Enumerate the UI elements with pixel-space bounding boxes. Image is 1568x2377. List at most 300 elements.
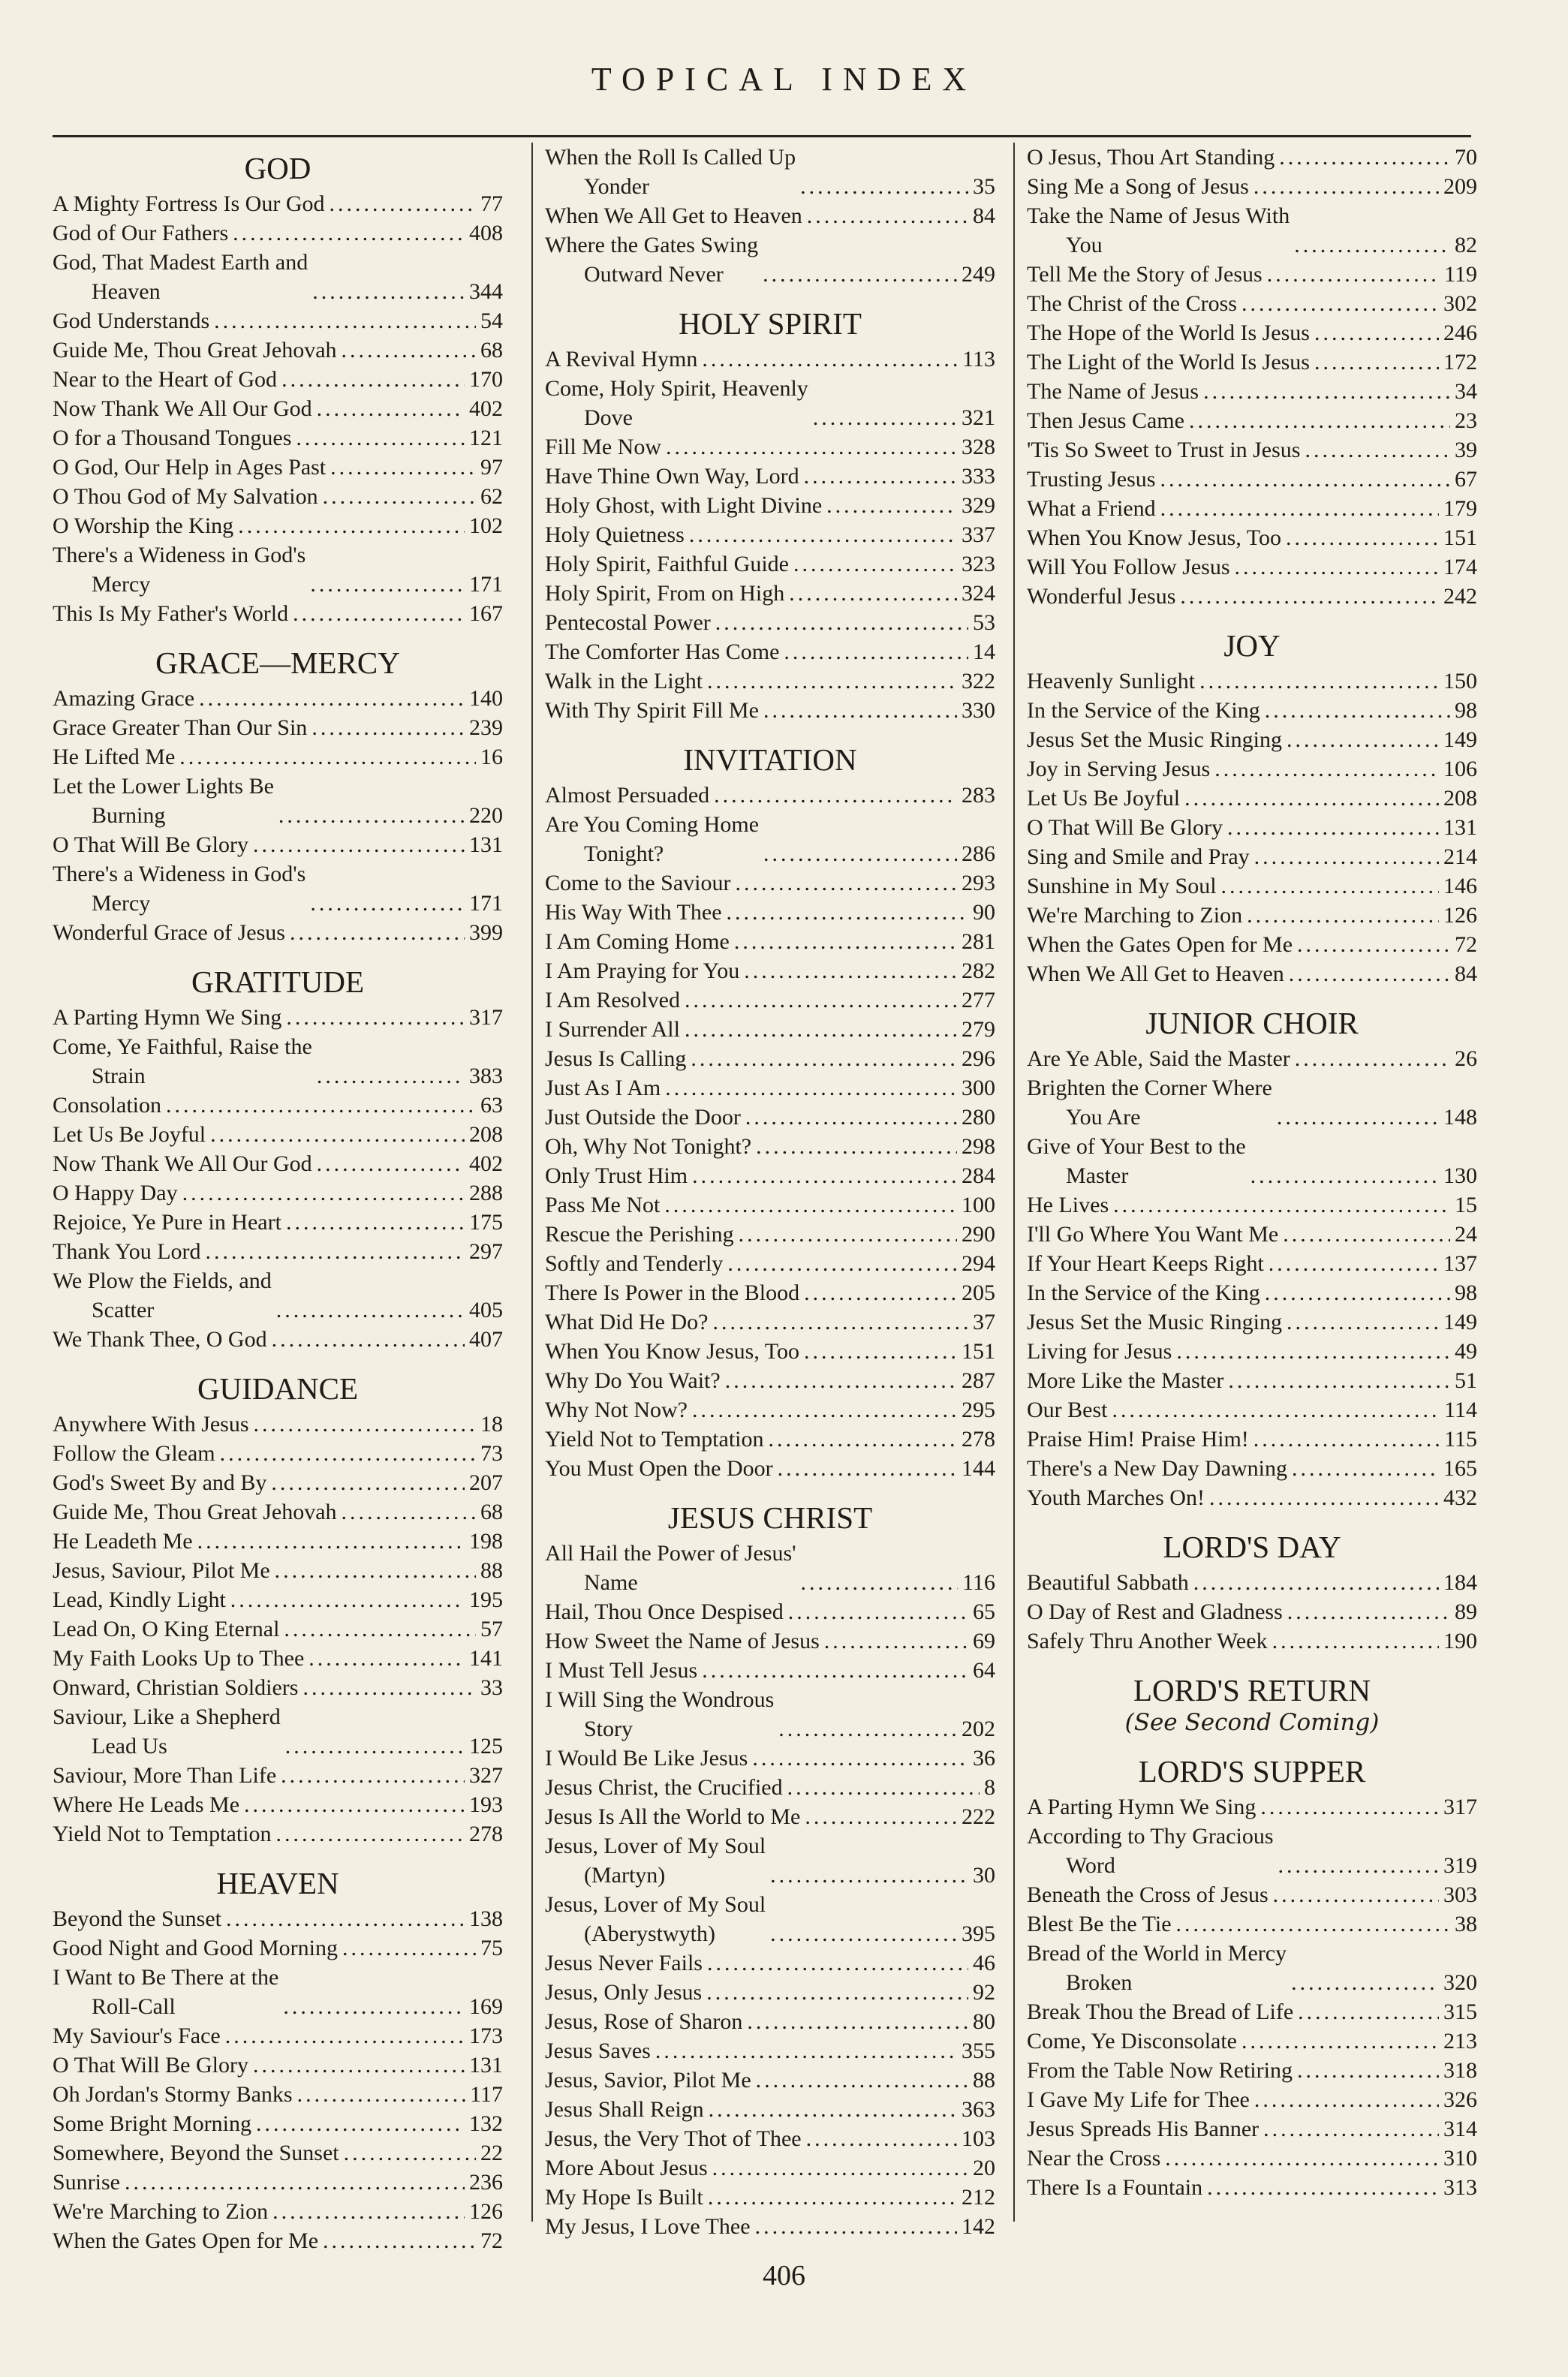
entry-title: Jesus Spreads His Banner: [1027, 2117, 1260, 2141]
entry-page-number: 212: [962, 2185, 995, 2210]
entry-title: Brighten the Corner Where: [1027, 1076, 1272, 1100]
entry-title: I Am Coming Home: [545, 929, 730, 954]
entry-title-block: [1027, 494, 1156, 523]
entry-title-block: [1027, 1132, 1246, 1190]
entry-page-number: 54: [480, 308, 503, 333]
entry-page-number: 15: [1455, 1193, 1477, 1217]
dot-leader: [1260, 1792, 1439, 1822]
entry-title-block: [545, 491, 822, 520]
entry-title: Praise Him! Praise Him!: [1027, 1427, 1249, 1452]
entry-page-number: 405: [469, 1298, 503, 1322]
dot-leader: [715, 608, 968, 637]
entry-title-block: [1027, 901, 1242, 930]
entry-page-number: 170: [469, 367, 503, 392]
index-entry: [53, 1963, 503, 2021]
entry-title-block: [1027, 842, 1250, 871]
index-entry: [53, 1644, 503, 1673]
section-heading: INVITATION: [683, 742, 857, 777]
index-entry: [545, 1425, 995, 1454]
entry-title-block: [1027, 1909, 1172, 1939]
entry-title: Some Bright Morning: [53, 2111, 252, 2136]
dot-leader: [206, 1237, 465, 1266]
dot-leader: [1214, 754, 1439, 784]
entry-title: Holy Quietness: [545, 522, 685, 547]
dot-leader: [308, 1644, 465, 1673]
entry-title: Youth Marches On!: [1027, 1485, 1205, 1510]
entry-title-block: [1027, 143, 1275, 172]
entry-page-number: 39: [1455, 438, 1477, 462]
index-entry: [1027, 1073, 1477, 1132]
entry-title-block: [53, 1527, 193, 1556]
index-entry: [545, 345, 995, 374]
entry-title-block: [53, 1439, 215, 1468]
entry-title-block: [1027, 1939, 1287, 1997]
entry-page-number: 344: [469, 279, 503, 304]
index-entry: [545, 1454, 995, 1483]
entry-page-number: 14: [973, 639, 995, 664]
entry-title: I Would Be Like Jesus: [545, 1746, 748, 1771]
entry-title-block: [1027, 813, 1223, 842]
entry-title-block: [1027, 260, 1263, 289]
entry-page-number: 314: [1443, 2117, 1477, 2141]
entry-page-number: 26: [1455, 1046, 1477, 1071]
index-entry: [545, 637, 995, 666]
entry-title: Jesus, Saviour, Pilot Me: [53, 1558, 270, 1583]
index-entry: [545, 810, 995, 868]
entry-page-number: 363: [962, 2097, 995, 2122]
entry-page-number: 63: [480, 1093, 503, 1118]
entry-title: O That Will Be Glory: [53, 2053, 248, 2078]
entry-page-number: 319: [1443, 1853, 1477, 1878]
entry-page-number: 113: [962, 347, 995, 372]
entry-title: Joy in Serving Jesus: [1027, 757, 1211, 781]
entry-title-block: [545, 985, 680, 1015]
entry-title-block: [545, 1337, 799, 1366]
index-entry: [1027, 1190, 1477, 1220]
dot-leader: [317, 1149, 465, 1178]
entry-page-number: 53: [973, 610, 995, 635]
entry-page-number: 100: [962, 1193, 995, 1217]
entry-title-continuation: Heaven: [92, 279, 161, 304]
entry-page-number: 293: [962, 871, 995, 895]
dot-leader: [293, 599, 465, 628]
entry-title-block: [53, 1208, 281, 1237]
entry-title: Let the Lower Lights Be: [53, 774, 274, 799]
dot-leader: [691, 1044, 957, 1073]
index-entry: [545, 956, 995, 985]
index-section: [1027, 624, 1477, 988]
index-column-3: [1013, 143, 1477, 2222]
entry-page-number: 295: [962, 1398, 995, 1422]
entry-title: Jesus, Savior, Pilot Me: [545, 2068, 751, 2093]
entry-page-number: 24: [1455, 1222, 1477, 1247]
entry-title: All Hail the Power of Jesus': [545, 1541, 796, 1566]
entry-page-number: 283: [962, 783, 995, 808]
entry-title: Oh, Why Not Tonight?: [545, 1134, 752, 1159]
entry-title-block: [1027, 871, 1217, 901]
dot-leader: [813, 403, 957, 432]
index-entry: [53, 1556, 503, 1585]
dot-leader: [725, 1366, 957, 1395]
index-entry: [53, 1091, 503, 1120]
entry-title-block: [53, 248, 308, 306]
index-entry: [1027, 2026, 1477, 2056]
dot-leader: [1297, 2056, 1439, 2085]
entry-title-block: [53, 1120, 206, 1149]
entry-page-number: 310: [1443, 2146, 1477, 2171]
dot-leader: [1272, 1626, 1439, 1656]
dot-leader: [665, 1073, 957, 1103]
entry-title-block: [545, 2007, 742, 2036]
entry-title-continuation: Mercy: [92, 891, 151, 916]
dot-leader: [824, 1626, 968, 1656]
entry-page-number: 242: [1443, 584, 1477, 609]
entry-title: Let Us Be Joyful: [1027, 786, 1181, 811]
entry-title-block: [53, 713, 307, 742]
entry-title-block: [1027, 2026, 1237, 2056]
index-column-2: [531, 143, 995, 2239]
dot-leader: [807, 201, 968, 230]
entry-title: His Way With Thee: [545, 900, 722, 925]
section-heading: JOY: [1223, 628, 1281, 663]
entry-title-block: [53, 830, 248, 859]
section-heading: GOD: [244, 151, 311, 185]
index-section: [1027, 143, 1477, 611]
entry-title-block: [1027, 2085, 1250, 2114]
index-section: [1027, 1750, 1477, 2202]
dot-leader: [745, 1103, 957, 1132]
index-entry: [53, 189, 503, 218]
index-entry: [1027, 871, 1477, 901]
entry-page-number: 84: [973, 203, 995, 228]
index-entry: [53, 1585, 503, 1614]
entry-title: Now Thank We All Our God: [53, 396, 312, 421]
index-entry: [545, 2066, 995, 2095]
dot-leader: [727, 898, 968, 927]
entry-page-number: 23: [1455, 408, 1477, 433]
dot-leader: [804, 1278, 957, 1307]
entry-title: There's a New Day Dawning: [1027, 1456, 1287, 1481]
entry-title: Beautiful Sabbath: [1027, 1570, 1189, 1595]
entry-title-block: [545, 1015, 680, 1044]
entry-title-block: [53, 1673, 298, 1702]
entry-title-continuation: Roll-Call: [92, 1994, 176, 2019]
index-entry: [545, 868, 995, 898]
entry-title-block: [53, 2138, 339, 2168]
index-entry: [545, 1307, 995, 1337]
dot-leader: [1298, 1997, 1439, 2026]
entry-page-number: 214: [1443, 844, 1477, 869]
entry-title: Near the Cross: [1027, 2146, 1161, 2171]
entry-title: Bread of the World in Mercy: [1027, 1941, 1287, 1966]
entry-title-block: [53, 1819, 272, 1849]
entry-page-number: 179: [1443, 496, 1477, 521]
entry-page-number: 402: [469, 396, 503, 421]
entry-title-block: [545, 345, 697, 374]
dot-leader: [1160, 465, 1450, 494]
dot-leader: [1254, 842, 1439, 871]
dot-leader: [744, 956, 957, 985]
entry-title-continuation: (Aberystwyth): [584, 1921, 715, 1946]
index-entry: [1027, 725, 1477, 754]
entry-page-number: 278: [469, 1822, 503, 1846]
entry-title: Wonderful Grace of Jesus: [53, 920, 285, 945]
entry-title-block: [545, 579, 784, 608]
index-entry: [53, 306, 503, 335]
entry-page-number: 195: [469, 1587, 503, 1612]
entry-title-continuation: Master: [1066, 1163, 1129, 1188]
entry-title: Jesus Christ, the Crucified: [545, 1775, 783, 1800]
entry-title-block: [545, 2066, 751, 2095]
index-entry: [1027, 1568, 1477, 1597]
entry-title-block: [1027, 377, 1199, 406]
index-entry: [545, 1395, 995, 1425]
dot-leader: [763, 696, 957, 725]
dot-leader: [1292, 1454, 1439, 1483]
entry-page-number: 102: [469, 513, 503, 538]
entry-title: Jesus Is Calling: [545, 1046, 687, 1071]
entry-title: When We All Get to Heaven: [545, 203, 802, 228]
entry-page-number: 98: [1455, 1280, 1477, 1305]
entry-page-number: 131: [469, 832, 503, 857]
index-entry: [53, 1933, 503, 1963]
index-entry: [53, 1120, 503, 1149]
entry-page-number: 51: [1455, 1368, 1477, 1393]
entry-title-continuation: Word: [1066, 1853, 1115, 1878]
index-entry: [545, 666, 995, 696]
entry-title: Sunrise: [53, 2170, 120, 2195]
entry-title: Then Jesus Came: [1027, 408, 1184, 433]
index-entry: [545, 491, 995, 520]
entry-title-block: [545, 1395, 688, 1425]
entry-title-block: [1027, 348, 1310, 377]
entry-page-number: 184: [1443, 1570, 1477, 1595]
index-entry: [1027, 754, 1477, 784]
entry-title: There's a Wideness in God's: [53, 862, 306, 886]
entry-page-number: 198: [469, 1529, 503, 1554]
index-entry: [53, 1904, 503, 1933]
entry-page-number: 282: [962, 958, 995, 983]
entry-page-number: 399: [469, 920, 503, 945]
entry-title: Why Do You Wait?: [545, 1368, 721, 1393]
entry-title-block: [53, 394, 312, 423]
entry-title-block: [1027, 2144, 1160, 2173]
dot-leader: [125, 2168, 465, 2197]
entry-title-block: [53, 1410, 249, 1439]
entry-title-block: [53, 189, 325, 218]
dot-leader: [1273, 1880, 1439, 1909]
index-entry: [1027, 1483, 1477, 1512]
entry-page-number: 432: [1443, 1485, 1477, 1510]
dot-leader: [214, 306, 476, 335]
dot-leader: [692, 1395, 957, 1425]
entry-title: If Your Heart Keeps Right: [1027, 1251, 1264, 1276]
entry-page-number: 315: [1443, 1999, 1477, 2024]
entry-title-block: [1027, 2173, 1202, 2202]
dot-leader: [1199, 666, 1439, 696]
index-section: [545, 302, 995, 725]
entry-title: Anywhere With Jesus: [53, 1412, 249, 1437]
entry-page-number: 117: [470, 2082, 503, 2107]
entry-title: With Thy Spirit Fill Me: [545, 698, 759, 723]
dot-leader: [1291, 1968, 1439, 1997]
entry-page-number: 70: [1455, 145, 1477, 170]
dot-leader: [712, 1307, 968, 1337]
dot-leader: [747, 2007, 968, 2036]
index-entry: [545, 462, 995, 491]
entry-title: Sing and Smile and Pray: [1027, 844, 1250, 869]
entry-title-block: [545, 666, 703, 696]
dot-leader: [285, 1732, 465, 1761]
dot-leader: [230, 1585, 465, 1614]
entry-page-number: 174: [1443, 555, 1477, 579]
entry-title-block: [53, 1644, 304, 1673]
entry-title-block: [53, 1933, 338, 1963]
entry-title: Are Ye Able, Said the Master: [1027, 1046, 1290, 1071]
dot-leader: [804, 462, 957, 491]
index-entry: [1027, 784, 1477, 813]
dot-leader: [1254, 2085, 1439, 2114]
entry-title: Pass Me Not: [545, 1193, 661, 1217]
entry-title-block: [545, 1978, 702, 2007]
entry-title: Holy Spirit, From on High: [545, 581, 785, 606]
index-entry: [1027, 2173, 1477, 2202]
entry-page-number: 68: [480, 338, 503, 363]
index-entry: [1027, 1597, 1477, 1626]
entry-title-continuation: Mercy: [92, 572, 151, 597]
index-entry: [1027, 959, 1477, 988]
section-heading: GUIDANCE: [197, 1371, 359, 1406]
dot-leader: [787, 1773, 980, 1802]
entry-page-number: 131: [469, 2053, 503, 2078]
dot-leader: [276, 1295, 465, 1325]
dot-leader: [714, 781, 957, 810]
index-entry: [1027, 1220, 1477, 1249]
entry-title-continuation: Story: [584, 1717, 634, 1741]
entry-title: God of Our Fathers: [53, 221, 229, 245]
entry-title-block: [53, 335, 337, 365]
entry-page-number: 383: [469, 1064, 503, 1088]
entry-page-number: 320: [1443, 1970, 1477, 1995]
entry-title-block: [545, 1597, 784, 1626]
entry-page-number: 67: [1455, 467, 1477, 492]
entry-title: Beneath the Cross of Jesus: [1027, 1882, 1269, 1907]
dot-leader: [1228, 1366, 1450, 1395]
entry-title: O God, Our Help in Ages Past: [53, 455, 327, 480]
index-section: [545, 143, 995, 289]
dot-leader: [734, 927, 957, 956]
entry-title: Guide Me, Thou Great Jehovah: [53, 338, 337, 363]
entry-title-block: [1027, 666, 1195, 696]
entry-title-block: [545, 1539, 796, 1597]
dot-leader: [1203, 377, 1450, 406]
entry-page-number: 208: [1443, 786, 1477, 811]
dot-leader: [1265, 1278, 1450, 1307]
dot-leader: [225, 2021, 465, 2051]
entry-title-block: [53, 599, 288, 628]
entry-title: Jesus Never Fails: [545, 1951, 703, 1975]
dot-leader: [310, 889, 465, 918]
dot-leader: [1253, 172, 1439, 201]
section-heading: JUNIOR CHOIR: [1145, 1006, 1359, 1040]
index-entry: [1027, 494, 1477, 523]
entry-title-block: [545, 462, 799, 491]
dot-leader: [1286, 523, 1439, 552]
entry-page-number: 126: [469, 2199, 503, 2224]
index-entry: [545, 2153, 995, 2183]
dot-leader: [1305, 435, 1450, 465]
dot-leader: [826, 491, 957, 520]
index-entry: [545, 1802, 995, 1831]
index-entry: [545, 1337, 995, 1366]
index-entry: [53, 918, 503, 947]
entry-title-block: [1027, 1073, 1272, 1132]
entry-title-block: [545, 1454, 773, 1483]
index-entry: [545, 1190, 995, 1220]
index-entry: [1027, 289, 1477, 318]
entry-title: More Like the Master: [1027, 1368, 1224, 1393]
dot-leader: [271, 1468, 465, 1497]
entry-title: Almost Persuaded: [545, 783, 710, 808]
entry-title-block: [1027, 172, 1249, 201]
entry-page-number: 281: [962, 929, 995, 954]
index-entry: [545, 927, 995, 956]
index-entry: [53, 218, 503, 248]
entry-title-continuation: Dove: [584, 405, 633, 430]
entry-page-number: 286: [962, 841, 995, 866]
index-entry: [53, 772, 503, 830]
dot-leader: [199, 684, 465, 713]
entry-page-number: 68: [480, 1500, 503, 1524]
index-entry: [53, 2021, 503, 2051]
entry-title-block: [1027, 523, 1281, 552]
entry-title-continuation: Strain: [92, 1064, 146, 1088]
entry-title-block: [1027, 1220, 1278, 1249]
entry-title-block: [545, 2124, 802, 2153]
entry-page-number: 46: [973, 1951, 995, 1975]
entry-title: Safely Thru Another Week: [1027, 1629, 1268, 1653]
entry-page-number: 92: [973, 1980, 995, 2005]
index-entry: [1027, 1044, 1477, 1073]
index-entry: [545, 432, 995, 462]
index-entry: [545, 608, 995, 637]
entry-title: I Gave My Life for Thee: [1027, 2087, 1250, 2112]
entry-page-number: 8: [984, 1775, 995, 1800]
entry-page-number: 236: [469, 2170, 503, 2195]
entry-title: Will You Follow Jesus: [1027, 555, 1230, 579]
entry-title-block: [1027, 754, 1210, 784]
entry-title-block: [545, 696, 759, 725]
entry-page-number: 297: [469, 1239, 503, 1264]
entry-title: When You Know Jesus, Too: [545, 1339, 800, 1364]
entry-page-number: 84: [1455, 961, 1477, 986]
entry-page-number: 298: [962, 1134, 995, 1159]
entry-title-block: [1027, 201, 1290, 260]
dot-leader: [806, 2124, 957, 2153]
entry-title: I Am Praying for You: [545, 958, 740, 983]
dot-leader: [1241, 2026, 1439, 2056]
entry-page-number: 317: [469, 1005, 503, 1030]
entry-title-continuation: Outward Never: [584, 262, 724, 287]
index-entry: [545, 1685, 995, 1744]
dot-leader: [182, 1178, 465, 1208]
index-entry: [545, 1539, 995, 1597]
index-column-1: [53, 143, 503, 2269]
dot-leader: [770, 1919, 957, 1948]
entry-page-number: 34: [1455, 379, 1477, 404]
entry-title-block: [53, 540, 305, 599]
entry-title: The Christ of the Cross: [1027, 291, 1237, 316]
